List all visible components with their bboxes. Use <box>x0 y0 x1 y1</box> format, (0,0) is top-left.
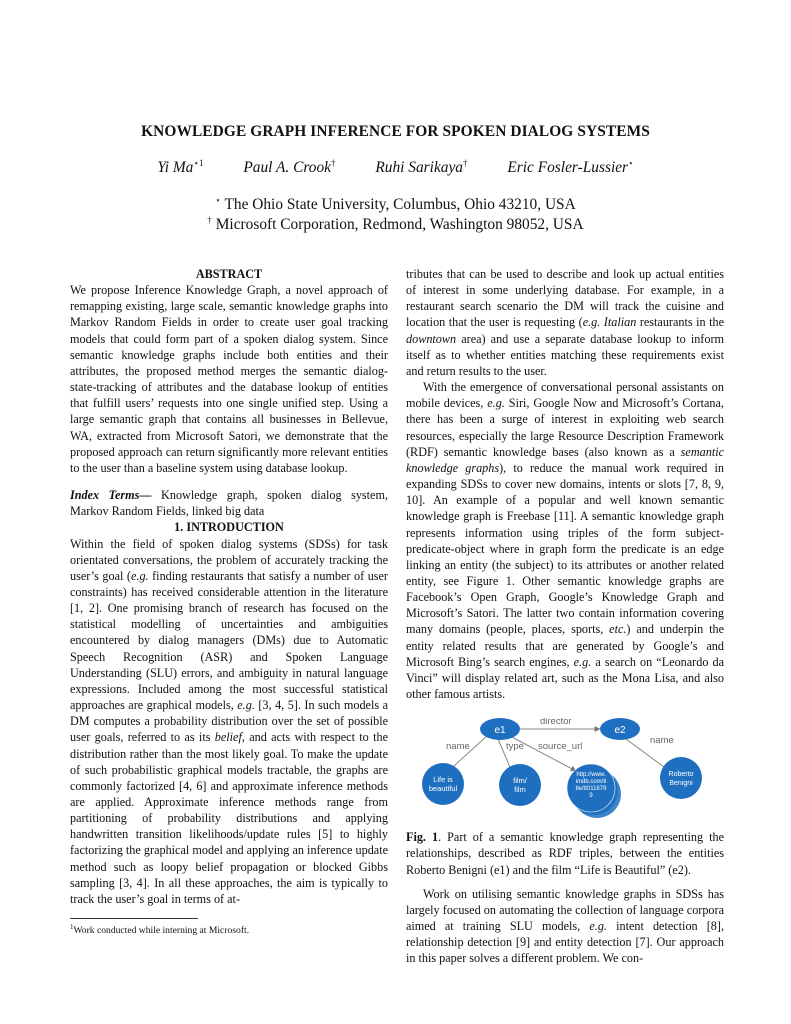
emphasis-text: e.g. <box>573 654 592 669</box>
node-roberto-line1: Roberto <box>668 771 694 779</box>
knowledge-graph-diagram <box>406 718 724 823</box>
emphasis-text: semantic knowledge graphs <box>406 444 724 475</box>
left-column <box>70 266 388 907</box>
body-text: Within the field of spoken dialog systems (SDSs) for task orientated conversations, the problem of accurately tracking the user’s goal ( <box>70 536 388 583</box>
body-text: area) and use a separate database lookup to inform itself as to whether entities matching these requirements exist and return results to the user. <box>406 331 724 378</box>
edge-label-name-left: name <box>446 741 470 753</box>
author-name: Paul A. Crook <box>243 159 332 177</box>
affiliation <box>0 215 791 234</box>
index-terms <box>70 487 388 519</box>
edge-label-source-url: source_url <box>538 741 583 753</box>
paper-title: KNOWLEDGE GRAPH INFERENCE FOR SPOKEN DIALOG SYSTEMS <box>141 123 650 140</box>
node-life-line2: beautiful <box>428 784 458 794</box>
body-text: intent detection [8], relationship detection [9] and entity detection [7]. Our approach in this paper solves a different problem. We con- <box>406 919 725 966</box>
index-terms-label: Index Terms— <box>70 488 152 503</box>
figure-caption <box>406 829 724 877</box>
footnote-rule <box>70 918 198 919</box>
edge-label-type: type <box>506 741 524 753</box>
abstract-heading: ABSTRACT <box>195 267 263 281</box>
body-text: tributes that can be used to describe and look up actual entities of interest in some underlying database. For example, in a restaurant search scenario the DM will track the cuisine and location that the user is requesting ( <box>406 267 724 330</box>
footnote <box>70 921 388 937</box>
node-film-line2: film <box>514 785 526 795</box>
figure-knowledge-graph <box>406 718 724 823</box>
node-life-line1: Life is <box>433 775 453 785</box>
intro-paragraph <box>406 266 724 379</box>
body-text: ), to reduce the manual work required in expanding SDSs to cover new domains, intents or slots [7, 8, 9, 10]. An example of a popular and well known semantic knowledge graph is Freebase [11]. A semantic knowledge graph represents information using triples of the form subject-predicate-object where in graph form the predicate is an edge linking an entity (the subject) to its attributes or another related entity, see Figure 1. Other semantic knowledge graphs are Facebook’s Open Graph, Google’s Knowledge Graph and Microsoft’s Satori. The latter two contain information covering many domains (people, places, sports, <box>406 460 725 637</box>
right-column <box>406 266 724 966</box>
author <box>507 158 633 177</box>
affiliation-mark: ⋆ <box>215 195 221 205</box>
edge-label-name-right: name <box>650 735 674 747</box>
figure-caption-label: Fig. 1 <box>406 830 439 845</box>
emphasis-text: belief <box>214 730 242 745</box>
emphasis-text: e.g. <box>589 919 607 933</box>
emphasis-text: etc. <box>609 622 627 637</box>
author <box>375 158 467 177</box>
intro-paragraph <box>70 536 388 908</box>
body-text: Siri, Google Now and Microsoft’s Cortana, there has been a surge of interest in exploiting web search resources, especially the large Resource Description Framework (RDF) semantic knowledge bases (also known as a <box>406 396 724 459</box>
author-list <box>0 158 791 177</box>
intro-paragraph <box>406 379 724 702</box>
node-url-line2: imdb.com/ti <box>575 779 607 786</box>
node-film-line1: film/ <box>513 776 527 786</box>
affiliation-text: Microsoft Corporation, Redmond, Washington 98052, USA <box>215 216 584 234</box>
body-text: Work on utilising semantic knowledge graphs in SDSs has largely focused on automating the collection of language corpora aimed at training SLU models, <box>406 886 724 933</box>
body-text: With the emergence of conversational personal assistants on mobile devices, <box>406 380 724 411</box>
node-url-line3: tle/tt011879 <box>575 786 607 793</box>
body-text: finding restaurants that satisfy a number of user constraints) has received considerable attention in the literature [1, 2]. One promising branch of research has focused on the statistical modelling of uncertainties and ambiguities encountered by dialog managers (DMs) due to Automatic Speech Recognition (ASR) and Spoken Language Understanding (SLU) errors, and ambiguity in natural language expressions. Included among the most successful statistical approaches are graphical models, <box>70 568 388 713</box>
index-terms-text: Knowledge graph, spoken dialog system, Markov Random Fields, linked big data <box>70 488 388 519</box>
intro-paragraph <box>406 886 724 967</box>
intro-heading: 1. INTRODUCTION <box>174 520 284 535</box>
emphasis-text: e.g. Italian <box>582 315 637 330</box>
figure-caption-text: . Part of a semantic knowledge graph representing the relationships, described as RDF triples, between the entities Roberto Benigni (e1) and the film “Life is Beautiful” (e2). <box>406 830 724 877</box>
body-text: , and acts with respect to the distribution rather than the most likely goal. To make the update of such probabilistic graphical models tractable, the graphs are commonly factorized [4, 6] and approximate inference methods are applied. Approximate inference methods range from partitioning of probability distributions and applying handwritten transition likelihoods/update rules [5] to highly factorizing the graphical model and applying an inference update method such as loopy belief propagation or blocked Gibbs sampling [3, 4]. In all these approaches, the aim is typically to track the user’s goal in terms of at- <box>70 730 388 906</box>
node-roberto-benigni <box>660 757 702 799</box>
abstract-text: We propose Inference Knowledge Graph, a novel approach of remapping existing, large scale, semantic knowledge graphs into Markov Random Fields in order to create user goal tracking models that could form part of a spoken dialog system. Since semantic knowledge graphs include both entities and their attributes, the proposed method merges the semantic dialog-state-tracking of attributes and the database lookup of entities that fulfill users’ requests into one single unified step. Using a large semantic graph that contains all businesses in Bellevue, WA, extracted from Microsoft Satori, we demonstrate that the proposed approach can return significantly more relevant entities to the user than a baseline system using database lookup. <box>70 283 388 475</box>
author-mark: † <box>463 158 468 168</box>
author <box>243 158 335 177</box>
node-roberto-line2: Benigni <box>669 780 693 788</box>
affiliation <box>0 195 791 214</box>
affiliation-mark: † <box>207 215 212 225</box>
author-mark: † <box>331 158 336 168</box>
node-e2-label: e2 <box>614 725 626 737</box>
author-name: Ruhi Sarikaya <box>375 159 463 177</box>
author-mark: ⋆1 <box>193 158 204 168</box>
emphasis-text: e.g. <box>487 396 505 411</box>
node-e1-label: e1 <box>494 725 506 737</box>
author-name: Yi Ma <box>157 159 194 177</box>
author <box>157 158 203 177</box>
affiliation-text: The Ohio State University, Columbus, Ohio 43210, USA <box>224 196 576 214</box>
edge-label-director: director <box>540 718 572 728</box>
body-text: ) and underpin the entity related results that are generated by Google’s and Microsoft Bing’s search engines, <box>406 622 724 669</box>
emphasis-text: downtown <box>406 331 457 346</box>
node-url-line4: 9 <box>589 793 593 800</box>
footnote-text: Work conducted while interning at Microsoft. <box>73 925 250 937</box>
emphasis-text: e.g. <box>130 568 149 583</box>
emphasis-text: e.g. <box>237 698 255 713</box>
footnote-mark: 1 <box>70 923 74 931</box>
body-text: [3, 4, 5]. In such models a DM computes a probability distribution over the set of possible user goals, referred to as its <box>70 698 388 745</box>
node-url-line1: http://www. <box>576 772 606 779</box>
body-text: a search on “Leonardo da Vinci” will display related art, such as the Mona Lisa, and also other famous artists. <box>406 654 724 702</box>
body-text: restaurants in the <box>636 315 724 330</box>
author-name: Eric Fosler-Lussier <box>507 159 629 177</box>
author-mark: ⋆ <box>628 158 634 168</box>
